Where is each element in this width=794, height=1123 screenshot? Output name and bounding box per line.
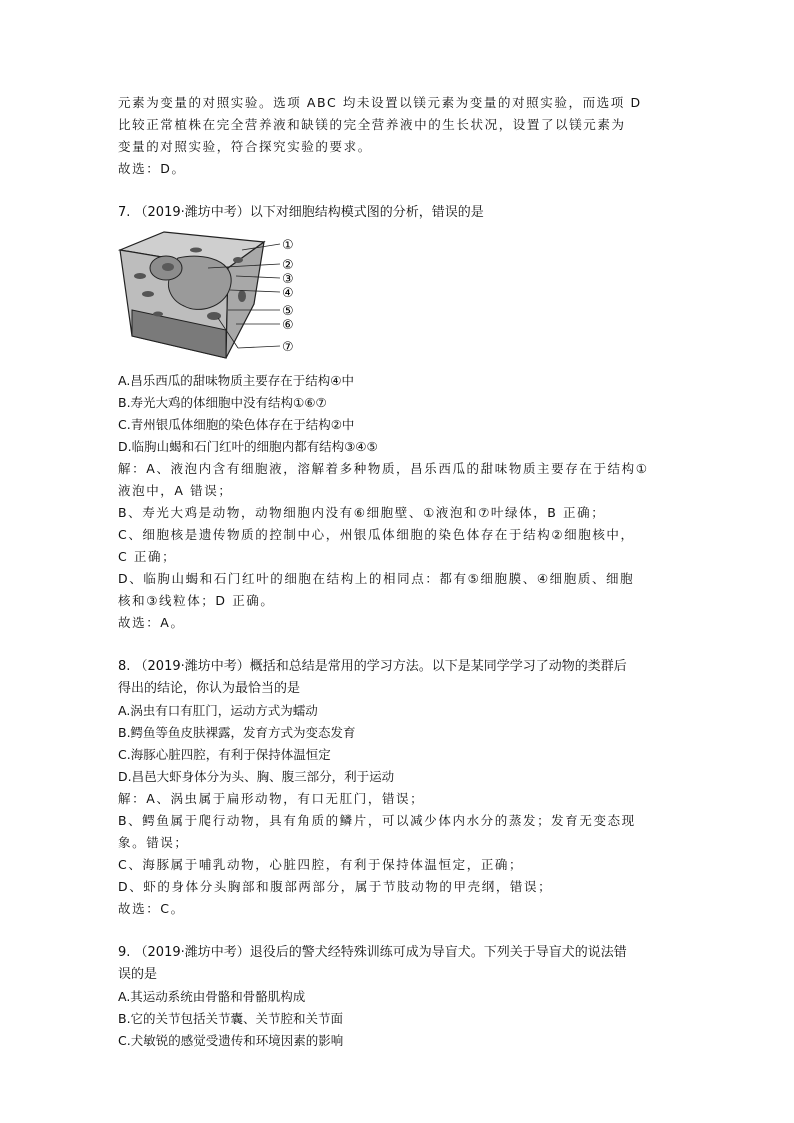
label-3: ③ (282, 272, 294, 287)
q7-analysis-line: 液泡中，A 错误； (118, 483, 233, 498)
prev-text-line: 比较正常植株在完全营养液和缺镁的完全营养液中的生长状况，设置了以镁元素为 (118, 117, 626, 132)
prev-answer: 故选：D。 (118, 161, 186, 176)
document-page (118, 92, 688, 1052)
q7-option-c: C.青州银瓜体细胞的染色体存在于结构②中 (118, 417, 355, 432)
q9-option-c: C.犬敏锐的感觉受遗传和环境因素的影响 (118, 1033, 344, 1048)
q7-answer: 故选：A。 (118, 615, 185, 630)
q7-stem: 7. （2019·潍坊中考）以下对细胞结构模式图的分析，错误的是 (118, 205, 484, 220)
label-4: ④ (282, 286, 294, 301)
q8-stem: 得出的结论，你认为最恰当的是 (118, 681, 301, 696)
prev-text-line: 变量的对照实验，符合探究实验的要求。 (118, 139, 372, 154)
label-2: ② (282, 258, 294, 273)
q7-analysis-line: C、细胞核是遗传物质的控制中心，州银瓜体细胞的染色体存在于结构②细胞核中， (118, 527, 635, 542)
q8-option-c: C.海豚心脏四腔，有利于保持体温恒定 (118, 747, 331, 762)
q9-option-b: B.它的关节包括关节囊、关节腔和关节面 (118, 1011, 344, 1026)
q8-option-b: B.鳄鱼等鱼皮肤裸露，发育方式为变态发育 (118, 725, 356, 740)
q7-option-d: D.临朐山蝎和石门红叶的细胞内都有结构③④⑤ (118, 439, 378, 454)
q8-analysis-line: C、海豚属于哺乳动物，心脏四腔，有利于保持体温恒定，正确； (118, 857, 524, 872)
q8-option-d: D.昌邑大虾身体分为头、胸、腹三部分，利于运动 (118, 769, 395, 784)
cell-diagram-svg (118, 230, 318, 366)
q9-stem: 误的是 (118, 967, 158, 982)
q7-option-b: B.寿光大鸡的体细胞中没有结构①⑥⑦ (118, 395, 327, 410)
q8-analysis-line: B、鳄鱼属于爬行动物，具有角质的鳞片，可以减少体内水分的蒸发；发育无变态现 (118, 813, 636, 828)
label-6: ⑥ (282, 318, 294, 333)
q8-analysis-line: 解：A、涡虫属于扁形动物，有口无肛门，错误； (118, 791, 425, 806)
label-7: ⑦ (282, 340, 294, 355)
q9-option-a: A.其运动系统由骨骼和骨骼肌构成 (118, 989, 306, 1004)
q7-analysis-line: 核和③线粒体；D 正确。 (118, 593, 275, 608)
q7-analysis-line: C 正确； (118, 549, 177, 564)
label-1: ① (282, 238, 294, 253)
q7-analysis-line: 解：A、液泡内含有细胞液，溶解着多种物质，昌乐西瓜的甜味物质主要存在于结构① (118, 461, 649, 476)
q8-stem: 8. （2019·潍坊中考）概括和总结是常用的学习方法。以下是某同学学习了动物的类群后 (118, 659, 627, 674)
q7-analysis-line: B、寿光大鸡是动物，动物细胞内没有⑥细胞壁、①液泡和⑦叶绿体，B 正确； (118, 505, 606, 520)
q9-stem: 9. （2019·潍坊中考）退役后的警犬经特殊训练可成为导盲犬。下列关于导盲犬的说法错 (118, 945, 627, 960)
cell-diagram (118, 230, 318, 366)
q7-analysis-line: D、临朐山蝎和石门红叶的细胞在结构上的相同点：都有⑤细胞膜、④细胞质、细胞 (118, 571, 635, 586)
q8-analysis-line: D、虾的身体分头胸部和腹部两部分，属于节肢动物的甲壳纲，错误； (118, 879, 553, 894)
q8-answer: 故选：C。 (118, 901, 185, 916)
label-5: ⑤ (282, 304, 294, 319)
q8-analysis-line: 象。错误； (118, 835, 189, 850)
q8-option-a: A.涡虫有口有肛门，运动方式为蠕动 (118, 703, 318, 718)
prev-text-line: 元素为变量的对照实验。选项 ABC 均未设置以镁元素为变量的对照实验，而选项 D (118, 95, 642, 110)
q7-option-a: A.昌乐西瓜的甜味物质主要存在于结构④中 (118, 373, 355, 388)
